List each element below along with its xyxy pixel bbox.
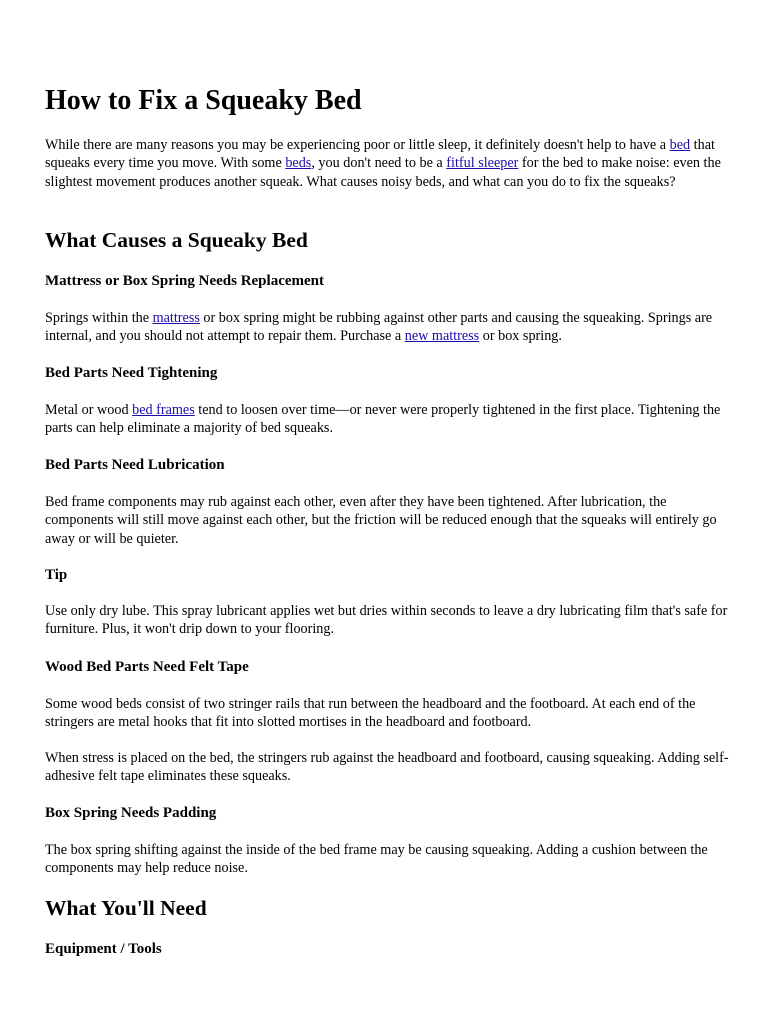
padding-paragraph: The box spring shifting against the inside of the bed frame may be causing squeaking. Adding a cushion between the components may help reduce noise.: [45, 842, 708, 877]
tip-heading: Tip: [45, 567, 68, 583]
mattress-text-3: or box spring.: [479, 328, 562, 345]
fitful-sleeper-link[interactable]: fitful sleeper: [446, 155, 519, 172]
felt-tape-paragraph-1: Some wood beds consist of two stringer rails that run between the headboard and the footboard. At each end of the stringers are metal hooks that fit into slotted mortises in the headboard and footboard.: [45, 696, 696, 731]
tightening-text-1: Metal or wood: [45, 402, 133, 418]
mattress-paragraph: [45, 309, 735, 346]
intro-text-3: , you don't need to be a: [311, 155, 447, 172]
felt-tape-heading: Wood Bed Parts Need Felt Tape: [45, 659, 249, 675]
new-mattress-link[interactable]: new mattress: [404, 328, 480, 345]
tightening-heading: Bed Parts Need Tightening: [45, 365, 218, 381]
mattress-link[interactable]: mattress: [152, 310, 200, 326]
intro-text-4: for the bed to make noise: even the slightest movement produces another squeak. What causes noisy beds, and what can you do to fix the squeaks?: [45, 155, 721, 190]
mattress-text-1: Springs within the: [45, 310, 153, 326]
bed-frames-link[interactable]: bed frames: [132, 402, 195, 418]
mattress-heading: Mattress or Box Spring Needs Replacement: [45, 273, 324, 289]
tightening-text-2: tend to loosen over time—or never were properly tightened in the first place. Tightening the parts can help eliminate a majority of bed squeaks.: [45, 402, 721, 437]
intro-text-1: While there are many reasons you may be experiencing poor or little sleep, it definitely doesn't help to have a: [45, 137, 670, 153]
intro-text-2: that squeaks every time you move. With some: [45, 137, 715, 172]
lubrication-paragraph: Bed frame components may rub against each other, even after they have been tightened. After lubrication, the components will still move against each other, but the friction will be reduced enough that the squeaks will entirely go away or will be quieter.: [45, 494, 717, 547]
need-heading: What You'll Need: [45, 896, 207, 920]
beds-link[interactable]: beds: [285, 155, 312, 172]
tip-paragraph: Use only dry lube. This spray lubricant applies wet but dries within seconds to leave a dry lubricating film that's safe for furniture. Plus, it won't drip down to your flooring.: [45, 603, 728, 638]
bed-link[interactable]: bed: [669, 137, 691, 153]
tightening-paragraph: [45, 401, 735, 438]
equipment-heading: Equipment / Tools: [45, 941, 162, 957]
causes-heading: What Causes a Squeaky Bed: [45, 228, 308, 252]
padding-heading: Box Spring Needs Padding: [45, 805, 217, 821]
felt-tape-paragraph-2: When stress is placed on the bed, the stringers rub against the headboard and footboard, causing squeaking. Adding self-adhesive felt tape eliminates these squeaks.: [45, 750, 729, 785]
mattress-text-2: or box spring might be rubbing against other parts and causing the squeaking. Springs are internal, and you should not attempt to repair them. Purchase a: [45, 310, 713, 345]
intro-paragraph: [45, 136, 735, 191]
page-title: How to Fix a Squeaky Bed: [45, 85, 362, 116]
lubrication-heading: Bed Parts Need Lubrication: [45, 457, 225, 473]
